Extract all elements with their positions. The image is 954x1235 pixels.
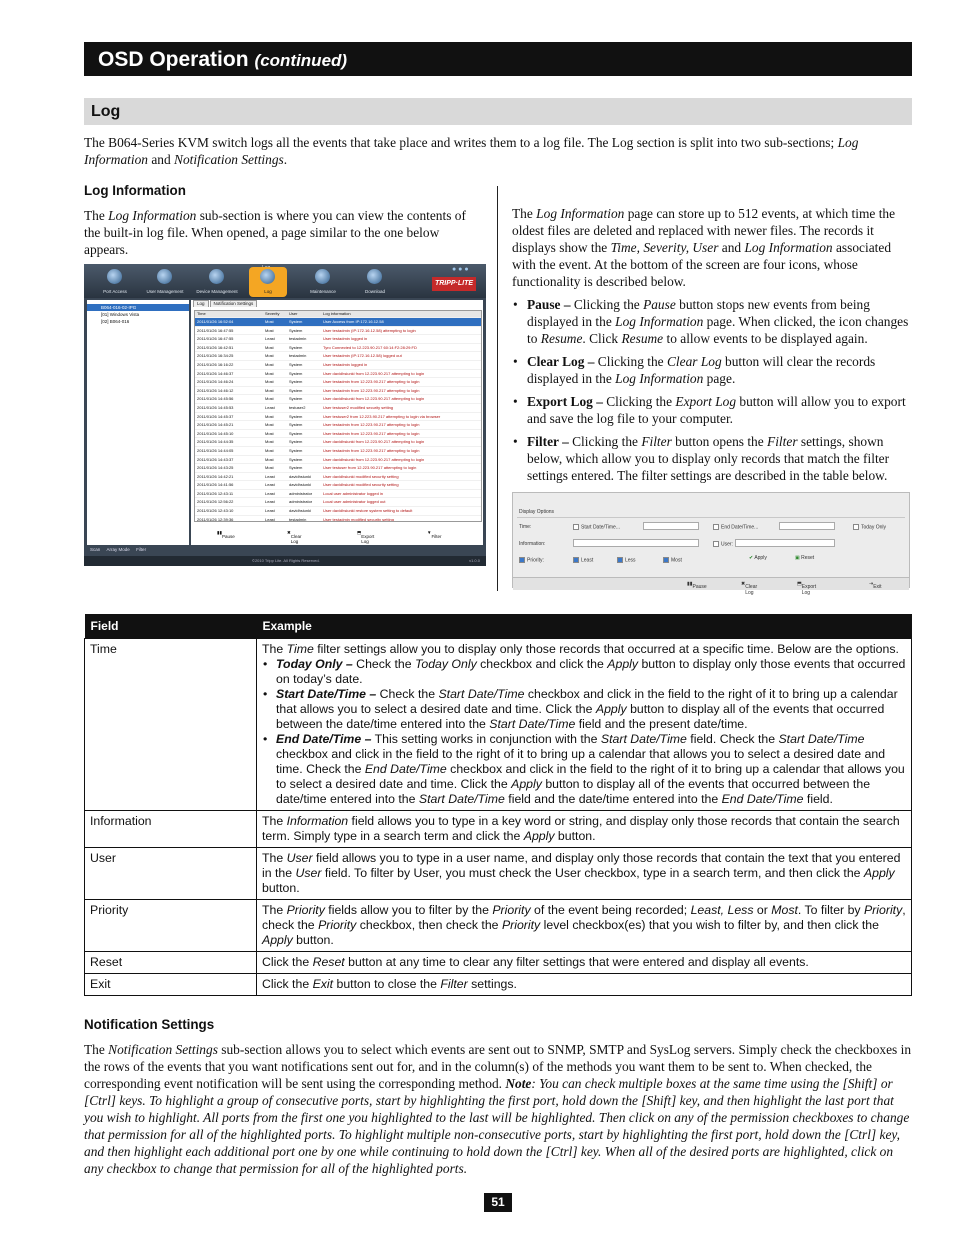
table-cell: Most	[265, 353, 274, 359]
table-row[interactable]	[195, 421, 481, 430]
table-cell: Least	[265, 336, 275, 342]
table-cell: 2011/01/26 14:45:53	[197, 404, 234, 410]
export-log-button[interactable]: ⬒ Export Log	[357, 530, 375, 544]
log-icon	[260, 269, 275, 284]
table-cell: User testuser2 from 12.223.90.217 attempting to login via browser	[323, 413, 441, 419]
table-cell: System	[289, 319, 303, 324]
table-cell: 2011/01/26 16:52:04	[197, 319, 234, 324]
table-cell: Most	[265, 456, 274, 462]
table-row[interactable]	[195, 352, 481, 361]
section-title: Log	[84, 98, 912, 125]
table-cell: 2011/01/26 12:43:10	[197, 508, 234, 514]
table-cell: Most	[265, 396, 274, 402]
table-cell: 2011/01/26 14:46:24	[197, 379, 234, 385]
table-row[interactable]	[195, 378, 481, 387]
table-row[interactable]	[195, 481, 481, 490]
table-cell: 2011/01/26 16:47:55	[197, 327, 234, 333]
table-cell: Most	[265, 447, 274, 453]
tab-notification-settings[interactable]: Notification Settings	[210, 300, 258, 307]
table-cell: User testadmin from 12.223.90.217 attempting to login	[323, 379, 420, 385]
table-cell: System	[289, 396, 303, 402]
table-row[interactable]	[195, 438, 481, 447]
toolbar-download[interactable]: Download	[356, 267, 394, 297]
table-cell: User testadmin from 12.223.90.217 attempting to login	[323, 422, 420, 428]
log-main-panel	[191, 300, 483, 545]
clear-log-button[interactable]: ✖ Clear Log	[741, 581, 758, 596]
apply-button[interactable]: ✔ Apply	[749, 555, 767, 561]
export-log-button[interactable]: ⬒ Export Log	[797, 581, 817, 596]
log-information-heading: Log Information	[84, 183, 186, 198]
table-row[interactable]	[195, 335, 481, 344]
table-row[interactable]	[195, 370, 481, 379]
table-cell: Most	[265, 370, 274, 376]
table-row[interactable]	[195, 490, 481, 499]
table-cell: Most	[265, 361, 274, 367]
table-cell: 2011/01/26 14:46:37	[197, 370, 234, 376]
display-options-title: Display Options	[519, 509, 555, 515]
table-cell: Most	[265, 319, 274, 324]
table-cell: Local user administrator logged out	[323, 499, 386, 505]
clear-log-button[interactable]: ✖ Clear Log	[287, 530, 302, 544]
table-row: User The User field allows you to type in a user name, and display only those records that contain the text that you entered in the User field. To filter by User, you must check the User checkbox, type in a search term, and then click the Apply button.	[85, 848, 912, 900]
table-cell: Most	[265, 387, 274, 393]
tree-item[interactable]: [01] Windows Vista	[101, 312, 140, 317]
table-cell: Most	[265, 465, 274, 471]
table-cell: Most	[265, 430, 274, 436]
log-table	[194, 310, 482, 522]
log-info-paragraph-right: The Log Information page can store up to 512 events, at which time the oldest files are deleted and replaced with newer files. The records it displays show the Time, Severity, User and Log Information associated with the event. At the bottom of the screen are four icons, whose functionality is described below.	[512, 206, 896, 289]
log-info-paragraph-left: The Log Information sub-section is where you can view the contents of the built-in log file. When opened, a page similar to the one below appears.	[84, 208, 466, 257]
tree-item[interactable]: B064-016-02-IPG	[87, 304, 189, 311]
priority-checkbox[interactable]: Priority:	[519, 557, 544, 563]
table-row[interactable]	[195, 387, 481, 396]
toolbar-log[interactable]: Log	[249, 267, 287, 297]
tree-filter-button[interactable]: Filter	[136, 547, 147, 552]
table-cell: Most	[265, 327, 274, 333]
column-header-example: Example	[257, 614, 912, 639]
table-row[interactable]	[195, 395, 481, 404]
table-cell: User davidhsiunki from 12.223.90.217 attempting to login	[323, 456, 425, 462]
log-tabs	[193, 300, 258, 307]
table-cell: 2011/01/26 14:45:21	[197, 422, 234, 428]
table-cell: Least	[265, 516, 275, 522]
table-cell: System	[289, 465, 303, 471]
user-checkbox[interactable]: User:	[713, 541, 733, 547]
table-cell: User testadmin from 12.223.90.217 attempting to login	[323, 387, 420, 393]
table-cell: System	[289, 344, 303, 350]
table-cell: Local user administrator logged in	[323, 490, 384, 496]
table-cell: 2011/01/26 12:56:22	[197, 499, 234, 505]
table-cell: User testadmin from 12.223.90.217 attempting to login	[323, 447, 420, 453]
table-row[interactable]	[195, 344, 481, 353]
table-cell: User testadmin (IP:172.16.12.58) attempting to login	[323, 327, 416, 333]
toolbar-port-access[interactable]: Port Access	[96, 267, 134, 297]
table-cell: 2011/01/26 16:34:25	[197, 353, 234, 359]
notification-settings-heading: Notification Settings	[84, 1017, 215, 1032]
scan-button[interactable]: Scan	[90, 547, 101, 552]
exit-button[interactable]: ⇥ Exit	[869, 581, 882, 590]
table-cell: 2011/01/26 14:45:10	[197, 430, 234, 436]
table-row[interactable]	[195, 430, 481, 439]
table-cell: User Access from IP:172.16.12.58	[323, 319, 384, 324]
table-cell: Most	[265, 379, 274, 385]
table-cell: System	[289, 370, 303, 376]
table-cell: Most	[265, 422, 274, 428]
most-checkbox[interactable]: Most	[663, 557, 682, 563]
status-bar: ©2010 Tripp Lite. All Rights Reserved. v1.0.0	[84, 556, 486, 566]
table-cell: User testadmin from 12.223.90.217 attempting to login	[323, 430, 420, 436]
screenshot-toolbar	[84, 264, 486, 298]
start-date-field[interactable]	[643, 522, 699, 530]
tab-log[interactable]: Log	[193, 300, 209, 307]
table-cell: System	[289, 379, 303, 385]
array-mode-button[interactable]: Array Mode	[106, 547, 130, 552]
table-cell: davidhsiunki	[289, 473, 312, 479]
table-row[interactable]	[195, 361, 481, 370]
log-bottom-icons	[191, 526, 483, 544]
table-cell: System	[289, 422, 303, 428]
table-row: Time The Time filter settings allow you to display only those records that occurred at a specific time. Below are the options. • Today Only – Check the Today Only checkbox and click the Apply button to display only those events that occurred on today’s date. • Start Date/Time – Check the Start Date/Time checkbox and click in the field to the right of it to bring up a calendar that allows you to select a desired date and time. Click the Apply button to display all of the events that occurred between the date/time entered into the Start Date/Time field and the present date/time. • End Date/Time – This setting works in conjunction with the Start Date/Time field. Check the Start Date/Time checkbox and click in the field to the right of it to bring up a calendar that allows you to select a desired date and time. Check the End Date/Time checkbox and click in the field to the right of it to bring up a calendar that allows you to select a desired date and time. Click the Apply button to display all of the events that occurred between the date/time entered into the Start Date/Time field and the date/time entered into the End Date/Time field.	[85, 639, 912, 811]
table-cell: 2011/01/26 14:41:56	[197, 482, 234, 488]
table-cell: Most	[265, 439, 274, 445]
table-cell: 2011/01/26 14:44:05	[197, 447, 234, 453]
table-cell: testadmin	[289, 516, 307, 522]
start-date-checkbox[interactable]: Start Date/Time...	[573, 524, 620, 530]
table-cell: User davidhsiunki modified security setting	[323, 482, 399, 488]
table-cell: User testadmin modified security setting	[323, 516, 394, 522]
table-cell: 2011/01/26 14:45:37	[197, 413, 234, 419]
tripp-lite-logo: TRIPP·LITE	[432, 277, 476, 291]
table-cell: 2011/01/26 12:39:36	[197, 516, 234, 522]
table-row[interactable]	[195, 413, 481, 422]
table-cell: System	[289, 361, 303, 367]
table-cell: 2011/01/26 14:43:25	[197, 465, 234, 471]
table-cell: davidhsiunki	[289, 508, 312, 514]
table-cell: Least	[265, 508, 275, 514]
table-cell: System	[289, 447, 303, 453]
table-cell: System	[289, 456, 303, 462]
tree-item[interactable]: [02] B064-016	[101, 319, 130, 324]
log-information-screenshot	[84, 264, 486, 566]
table-cell: User davidhsiunki from 12.223.90.217 attempting to login	[323, 396, 425, 402]
table-cell: testadmin	[289, 353, 307, 359]
list-item: • Export Log – Clicking the Export Log button will allow you to export and save the log file to your computer.	[512, 393, 912, 427]
download-icon	[367, 269, 382, 284]
table-cell: User testuser from 12.223.90.217 attempting to login	[323, 465, 417, 471]
table-cell: Least	[265, 404, 275, 410]
window-control-icons[interactable]: ● ● ●	[452, 266, 469, 273]
table-cell: Least	[265, 490, 275, 496]
table-cell: User davidhsiunki modified security setting	[323, 473, 399, 479]
intro-paragraph: The B064-Series KVM switch logs all the events that take place and writes them to a log file. The Log section is split into two sub-sections; Log Information and Notification Settings.	[84, 135, 859, 167]
table-row[interactable]	[195, 447, 481, 456]
table-row[interactable]	[195, 498, 481, 507]
table-cell: Most	[265, 413, 274, 419]
end-date-checkbox[interactable]: End Date/Time...	[713, 524, 758, 530]
column-divider	[497, 186, 498, 591]
table-cell: Least	[265, 473, 275, 479]
table-row[interactable]	[195, 318, 481, 327]
information-field[interactable]	[573, 539, 699, 547]
log-icon-bullets	[512, 296, 912, 490]
list-item: • Pause – Clicking the Pause button stops new events from being displayed in the Log Information page. When clicked, the icon changes to Resume. Click Resume to allow events to be displayed again.	[512, 296, 912, 347]
table-cell: System	[289, 387, 303, 393]
less-checkbox[interactable]: Less	[617, 557, 636, 563]
table-cell: testuser2	[289, 404, 306, 410]
user-management-icon	[157, 269, 172, 284]
device-tree[interactable]	[87, 300, 189, 545]
table-row[interactable]	[195, 456, 481, 465]
list-item: • Clear Log – Clicking the Clear Log button will clear the records displayed in the Log Information page.	[512, 353, 912, 387]
table-cell: User testadmin logged in	[323, 361, 368, 367]
table-cell: User testadmin logged in	[323, 336, 368, 342]
table-row[interactable]	[195, 507, 481, 516]
today-only-checkbox[interactable]: Today Only	[853, 524, 886, 530]
device-management-icon	[209, 269, 224, 284]
pause-button[interactable]: ▮▮ Pause	[687, 581, 707, 590]
page-header-banner	[84, 42, 912, 76]
port-access-icon	[107, 269, 122, 284]
table-row[interactable]	[195, 473, 481, 482]
pause-button[interactable]: ▮▮ Pause	[217, 530, 235, 539]
divider	[517, 517, 905, 518]
table-row[interactable]	[195, 464, 481, 473]
table-cell: System	[289, 430, 303, 436]
table-cell: testadmin	[289, 336, 307, 342]
table-row: Information The Information field allows you to type in a key word or string, and display only those records that contain the search term. Simply type in a search term and click the Apply button.	[85, 811, 912, 848]
table-cell: User testadmin (IP:172.16.12.58) logged out	[323, 353, 402, 359]
table-cell: Least	[265, 499, 275, 505]
table-cell: System	[289, 327, 303, 333]
table-cell: 2011/01/26 16:16:22	[197, 361, 234, 367]
log-table-body	[195, 318, 481, 522]
table-row: Priority The Priority fields allow you to filter by the Priority of the event being recorded; Least, Less or Most. To filter by Priority, check the Priority checkbox, then check the Priority level checkbox(es) that you wish to filter by, and then click the Apply button.	[85, 900, 912, 952]
table-cell: System	[289, 439, 303, 445]
table-cell: administrator	[289, 499, 313, 505]
page-title: OSD Operation	[98, 48, 249, 71]
filter-button[interactable]: ▼ Filter	[427, 530, 442, 539]
table-cell: Most	[265, 344, 274, 350]
table-cell: 2011/01/26 12:43:11	[197, 490, 234, 496]
table-cell: 2011/01/26 16:47:55	[197, 336, 234, 342]
page-title-suffix: (continued)	[254, 51, 348, 70]
table-row[interactable]	[195, 404, 481, 413]
log-table-header: Time Severity User Log information	[195, 311, 481, 318]
table-cell: 2011/01/26 16:42:51	[197, 344, 234, 350]
maintenance-icon	[315, 269, 330, 284]
list-item: • Filter – Clicking the Filter button opens the Filter settings, shown below, which allow you to display only records that match the filter settings entered. The filter settings are described in the table below.	[512, 433, 912, 484]
table-cell: User davidhsiunki restore system setting to default	[323, 508, 413, 514]
table-cell: 2011/01/26 14:46:12	[197, 387, 234, 393]
left-bottom-icons	[90, 547, 146, 552]
reset-button[interactable]: ▣ Reset	[795, 555, 815, 561]
toolbar-maintenance[interactable]: Maintenance	[304, 267, 342, 297]
table-header-row	[85, 614, 912, 639]
table-cell: Least	[265, 482, 275, 488]
table-cell: User davidhsiunki from 12.223.90.217 attempting to login	[323, 370, 425, 376]
table-cell: User davidhsiunki from 12.223.90.217 attempting to login	[323, 439, 425, 445]
notification-paragraph: The Notification Settings sub-section allows you to select which events are sent out to SNMP, SMTP and SysLog servers. Simply check the checkboxes in the rows of the events that you want notifications sent out for, and in the column(s) of the methods you want them to be sent to. When checked, the corresponding event notification will be sent using the corresponding method. Note: You can check multiple boxes at the same time using the [Shift] or [Ctrl] keys. To highlight a group of consecutive ports, start by highlighting the first port, hold down the [Shift] key, and then highlight the last port that you wish to highlight. All ports from the first one you highlighted to the last will be highlighted. Then click on any of the permission checkboxes to change that permission for all of the highlighted ports. To highlight multiple non-consecutive ports, start by highlighting the first port, hold down the [Ctrl] key, and then highlight each additional port one by one while continuing to hold down the [Ctrl] key. When all of the desired ports are highlighted, click on any checkbox to change that permission for all of the highlighted ports.	[84, 1042, 912, 1176]
filter-settings-screenshot: Display Options Time: Start Date/Time... End Date/Time... Today Only Information: User: Priority: Least Less Most ✔ Apply ▣ Reset ▮▮ Pause ✖ Clear Log ⬒ Export Log ⇥ Exit	[512, 492, 910, 588]
least-checkbox[interactable]: Least	[573, 557, 593, 563]
table-cell: davidhsiunki	[289, 482, 312, 488]
table-cell: User testuser2 modified security setting	[323, 404, 394, 410]
table-cell: 2011/01/26 14:45:56	[197, 396, 234, 402]
table-cell: administrator	[289, 490, 313, 496]
page-number: 51	[484, 1193, 512, 1212]
toolbar-device-management[interactable]: Device Management	[198, 267, 236, 297]
table-cell: 2011/01/26 14:43:37	[197, 456, 234, 462]
table-row: Exit Click the Exit button to close the Filter settings.	[85, 974, 912, 996]
table-cell: System	[289, 413, 303, 419]
table-row: Reset Click the Reset button at any time to clear any filter settings that were entered and display all events.	[85, 952, 912, 974]
column-header-field: Field	[85, 614, 257, 639]
user-field[interactable]	[735, 539, 835, 547]
filter-fields-table	[84, 614, 912, 996]
table-row[interactable]	[195, 327, 481, 336]
table-row[interactable]	[195, 516, 481, 522]
table-cell: 2011/01/26 14:42:21	[197, 473, 234, 479]
table-cell: 2011/01/26 14:44:35	[197, 439, 234, 445]
table-cell: Tyro Connected to 12.223.90.217 60:14:F2:28:29:FD	[323, 344, 417, 350]
filter-footer	[513, 577, 909, 596]
end-date-field[interactable]	[779, 522, 835, 530]
toolbar-user-management[interactable]: User Management	[146, 267, 184, 297]
